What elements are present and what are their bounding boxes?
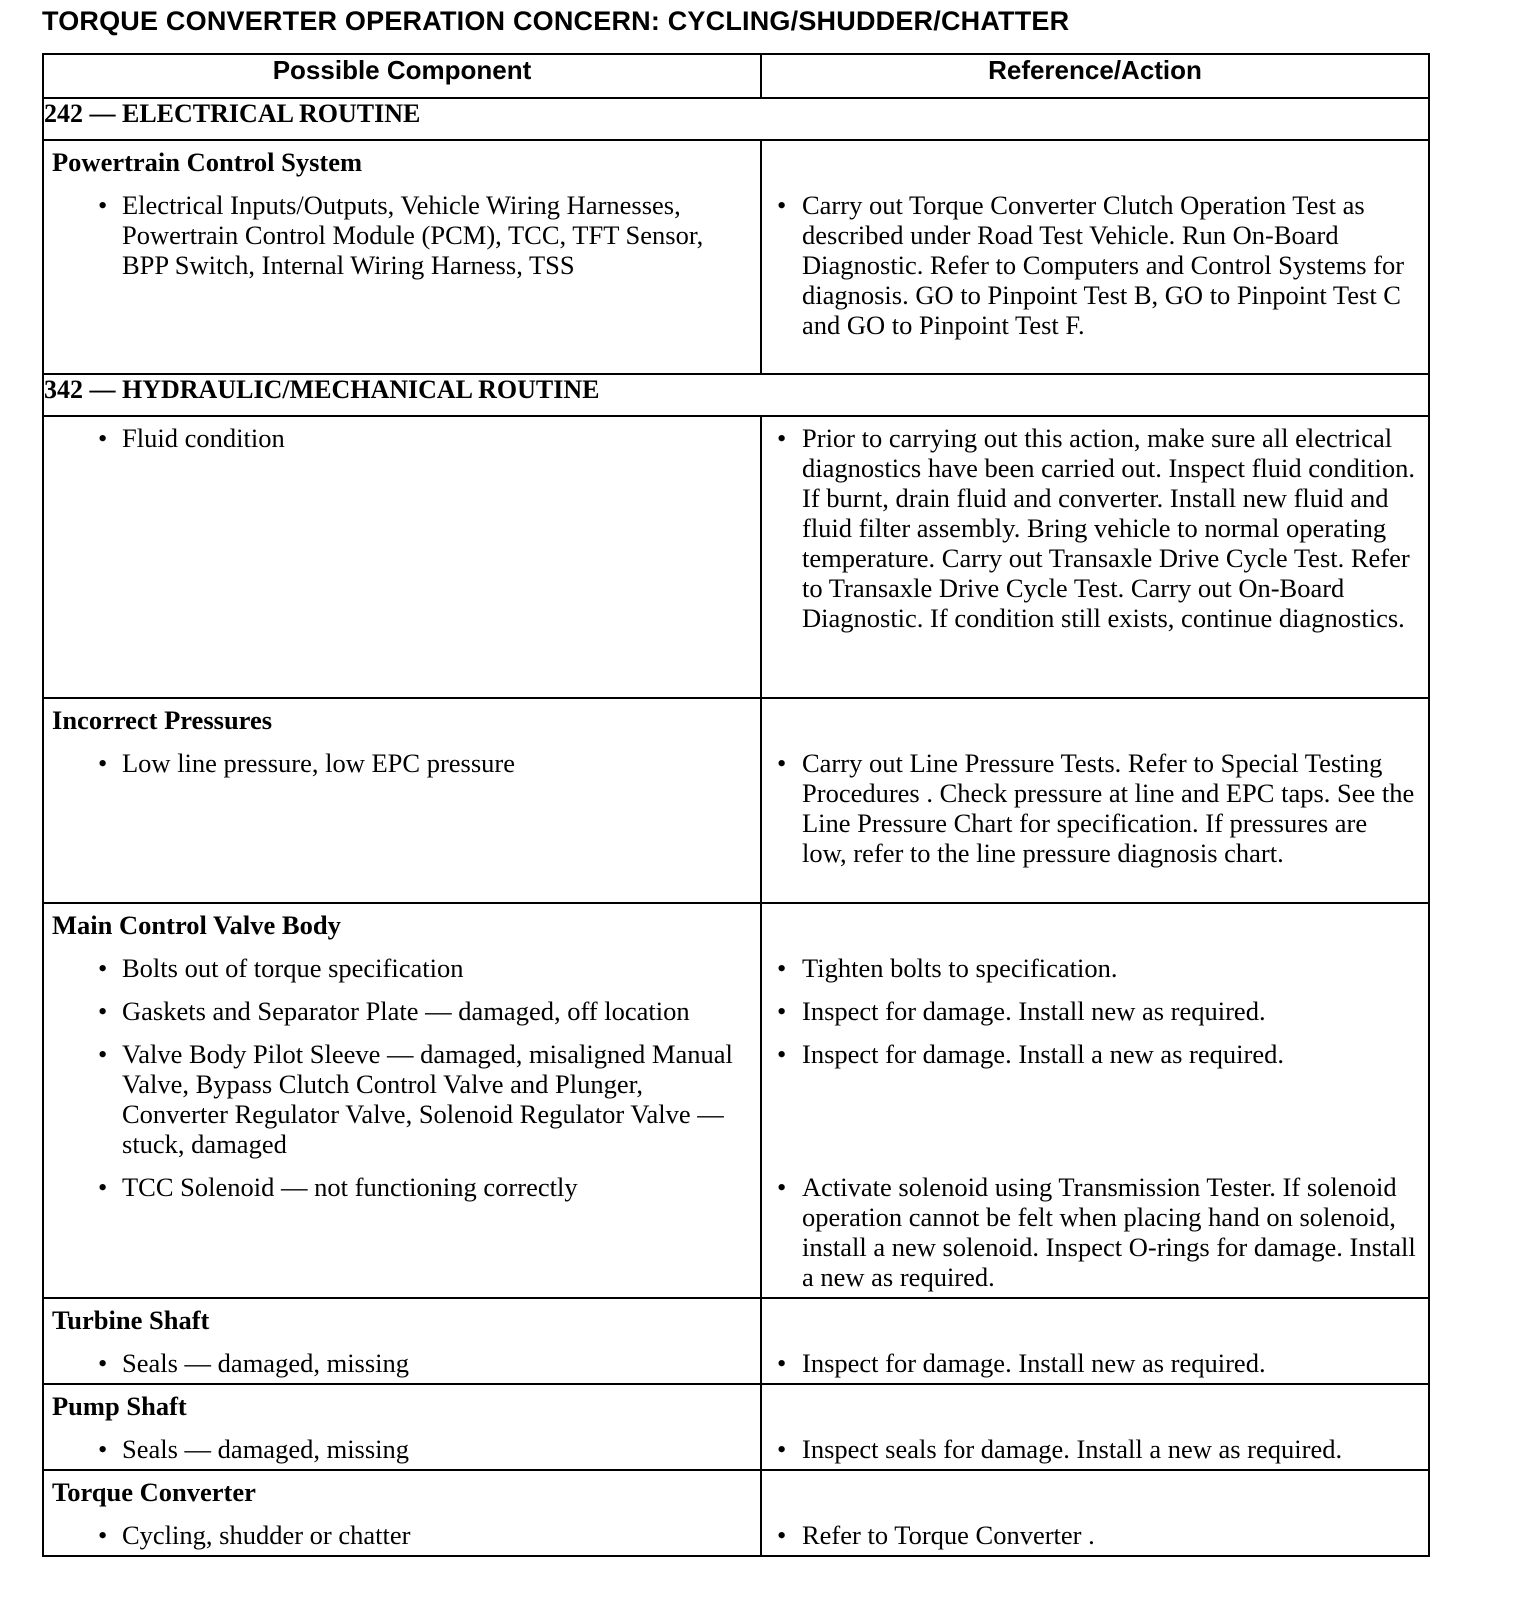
action-item: • Carry out Line Pressure Tests. Refer to Special Testing Procedures . Check pressure at line and EPC taps. See the Line Pressure Chart for specification. If pressures are low, refer to the line pressure diagnosis chart. <box>762 748 1428 868</box>
component-item: • TCC Solenoid — not functioning correctly <box>44 1172 760 1202</box>
section-row-electrical <box>43 98 1429 140</box>
action-cell <box>761 1470 1429 1556</box>
action-item: • Inspect for damage. Install new as required. <box>762 996 1428 1039</box>
page-title: TORQUE CONVERTER OPERATION CONCERN: CYCLING/SHUDDER/CHATTER <box>42 6 1070 36</box>
section-row-hydraulic <box>43 374 1429 416</box>
section-hydraulic: 342 — HYDRAULIC/MECHANICAL ROUTINE <box>43 374 1429 416</box>
action-item: • Tighten bolts to specification. <box>762 953 1428 996</box>
action-cell <box>761 1298 1429 1384</box>
component-item: • Low line pressure, low EPC pressure <box>44 748 760 778</box>
component-cell <box>43 1298 761 1384</box>
action-cell <box>761 903 1429 1298</box>
component-item: • Seals — damaged, missing <box>44 1434 760 1464</box>
component-title: Main Control Valve Body <box>52 910 341 940</box>
table-row <box>43 140 1429 374</box>
action-cell <box>761 698 1429 903</box>
component-cell <box>43 140 761 374</box>
component-title: Incorrect Pressures <box>52 705 273 735</box>
action-item: • Refer to Torque Converter . <box>762 1520 1428 1550</box>
action-cell <box>761 1384 1429 1470</box>
action-cell <box>761 140 1429 374</box>
section-electrical: 242 — ELECTRICAL ROUTINE <box>43 98 1429 140</box>
action-cell <box>761 416 1429 698</box>
component-item: • Seals — damaged, missing <box>44 1348 760 1378</box>
component-item: • Fluid condition <box>44 423 760 453</box>
component-item: • Gaskets and Separator Plate — damaged, off location <box>44 996 760 1039</box>
component-item: • Valve Body Pilot Sleeve — damaged, misaligned Manual Valve, Bypass Clutch Control Valve and Plunger, Converter Regulator Valve, Solenoid Regulator Valve — stuck, damaged <box>44 1039 760 1172</box>
component-title: Pump Shaft <box>52 1391 187 1421</box>
table-row <box>43 1470 1429 1556</box>
table-row <box>43 1298 1429 1384</box>
action-item: • Inspect for damage. Install new as required. <box>762 1348 1428 1378</box>
action-item: • Inspect seals for damage. Install a new as required. <box>762 1434 1428 1464</box>
header-action: Reference/Action <box>761 54 1429 98</box>
component-cell <box>43 1470 761 1556</box>
component-item: • Electrical Inputs/Outputs, Vehicle Wiring Harnesses, Powertrain Control Module (PCM), TCC, TFT Sensor, BPP Switch, Internal Wiring Harness, TSS <box>44 190 760 280</box>
component-cell <box>43 903 761 1298</box>
component-item: • Cycling, shudder or chatter <box>44 1520 760 1550</box>
component-title: Torque Converter <box>52 1477 256 1507</box>
diagnosis-table <box>42 53 1430 1557</box>
action-item: • Activate solenoid using Transmission Tester. If solenoid operation cannot be felt when placing hand on solenoid, install a new solenoid. Inspect O-rings for damage. Install a new as required. <box>762 1172 1428 1292</box>
table-row <box>43 416 1429 698</box>
component-cell <box>43 698 761 903</box>
header-component: Possible Component <box>43 54 761 98</box>
action-item: • Inspect for damage. Install a new as required. <box>762 1039 1428 1172</box>
component-title: Powertrain Control System <box>52 147 363 177</box>
table-row <box>43 698 1429 903</box>
table-row <box>43 1384 1429 1470</box>
component-title: Turbine Shaft <box>52 1305 210 1335</box>
component-cell <box>43 416 761 698</box>
component-cell <box>43 1384 761 1470</box>
table-row <box>43 903 1429 1298</box>
component-item: • Bolts out of torque specification <box>44 953 760 996</box>
header-row <box>43 54 1429 98</box>
action-item: • Prior to carrying out this action, make sure all electrical diagnostics have been carried out. Inspect fluid condition. If burnt, drain fluid and converter. Install new fluid and fluid filter assembly. Bring vehicle to normal operating temperature. Carry out Transaxle Drive Cycle Test. Refer to Transaxle Drive Cycle Test. Carry out On-Board Diagnostic. If condition still exists, continue diagnostics. <box>762 423 1428 633</box>
action-item: • Carry out Torque Converter Clutch Operation Test as described under Road Test Vehicle. Run On-Board Diagnostic. Refer to Computers and Control Systems for diagnosis. GO to Pinpoint Test B, GO to Pinpoint Test C and GO to Pinpoint Test F. <box>762 190 1428 340</box>
